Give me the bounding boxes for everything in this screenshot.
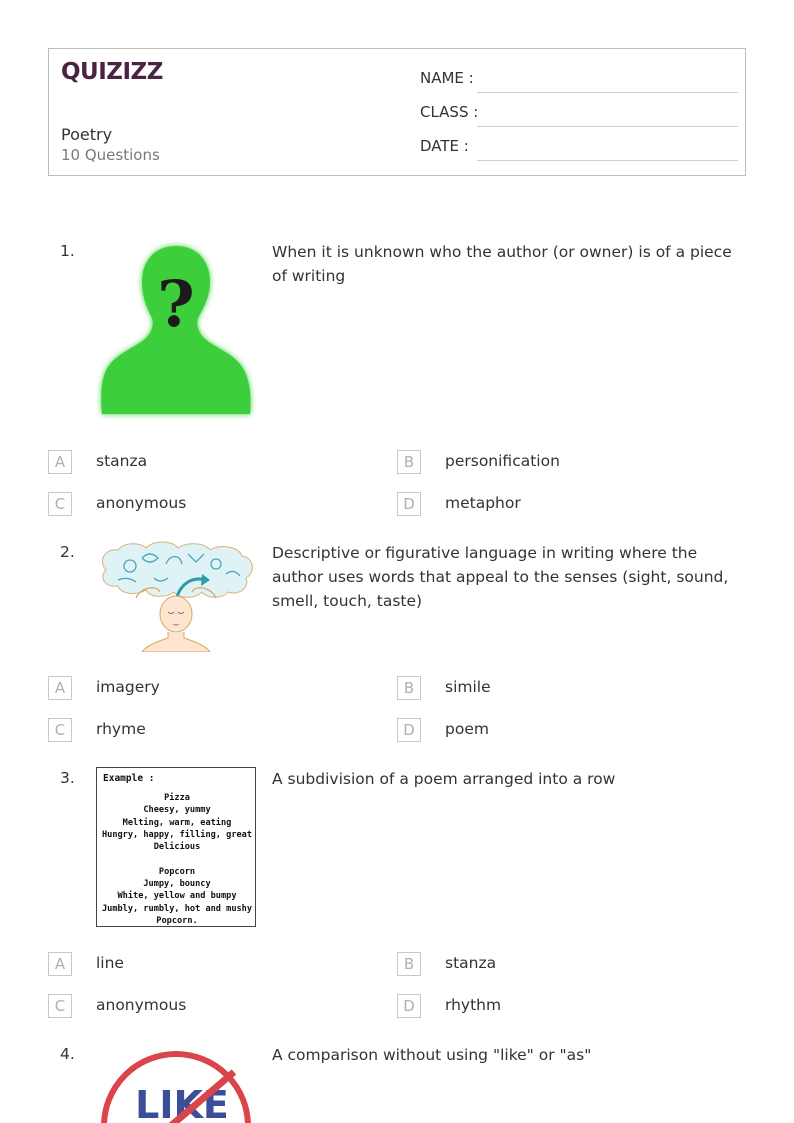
option-d-box[interactable]: D — [397, 492, 421, 516]
question-count: 10 Questions — [61, 146, 160, 164]
question-number: 3. — [60, 769, 75, 787]
class-label: CLASS : — [420, 103, 479, 121]
option-b-text[interactable]: stanza — [445, 954, 497, 972]
poem-line: Jumpy, bouncy — [143, 879, 211, 890]
option-d-box[interactable]: D — [397, 994, 421, 1018]
option-a-text[interactable]: stanza — [96, 452, 148, 470]
option-a-box[interactable]: A — [48, 952, 72, 976]
dreaming-head-icon — [96, 540, 256, 652]
option-d-text[interactable]: metaphor — [445, 494, 521, 512]
example-title: Example : — [103, 773, 155, 784]
option-b-box[interactable]: B — [397, 952, 421, 976]
option-d-text[interactable]: rhythm — [445, 996, 502, 1014]
date-field[interactable] — [420, 137, 736, 157]
poem-line: Pizza — [164, 793, 190, 803]
no-like-sign-icon — [96, 1046, 256, 1123]
page-title: Poetry — [61, 125, 113, 144]
option-c-box[interactable]: C — [48, 718, 72, 742]
question-text: Descriptive or figurative language in writing where the author uses words that appeal to the senses (sight, sound, smell, touch, taste) — [272, 544, 729, 610]
option-a-box[interactable]: A — [48, 450, 72, 474]
name-label: NAME : — [420, 69, 474, 87]
option-c-box[interactable]: C — [48, 492, 72, 516]
poem-line: Popcorn. — [156, 915, 198, 926]
question-text: When it is unknown who the author (or owner) is of a piece of writing — [272, 243, 732, 285]
question-image — [96, 1046, 256, 1123]
poem-line: Jumbly, rumbly, hot and mushy — [101, 903, 253, 914]
example-poem-card — [96, 767, 256, 927]
date-line[interactable] — [477, 160, 738, 161]
svg-text:?: ? — [157, 267, 195, 342]
poem-line: Cheesy, yummy — [143, 805, 211, 816]
option-c-text[interactable]: anonymous — [96, 494, 187, 512]
date-label: DATE : — [420, 137, 469, 155]
name-line[interactable] — [477, 92, 738, 93]
poem-line — [97, 853, 257, 865]
question-number: 2. — [60, 543, 75, 561]
question-image — [96, 540, 256, 652]
class-field[interactable] — [420, 103, 736, 123]
option-c-box[interactable]: C — [48, 994, 72, 1018]
question-number: 1. — [60, 242, 75, 260]
like-sign-text: LIKE — [135, 1083, 229, 1123]
class-line[interactable] — [477, 126, 738, 127]
poem-line: Popcorn — [158, 866, 196, 877]
poem-line: White, yellow and bumpy — [117, 891, 237, 902]
name-field[interactable] — [420, 69, 736, 89]
poem-line: Delicious — [153, 842, 201, 853]
question-image — [96, 240, 256, 422]
green-silhouette-icon — [96, 240, 256, 422]
worksheet-header — [48, 48, 746, 176]
option-a-text[interactable]: imagery — [96, 678, 160, 696]
option-a-box[interactable]: A — [48, 676, 72, 700]
question-number: 4. — [60, 1045, 75, 1063]
option-b-text[interactable]: simile — [445, 678, 491, 696]
option-c-text[interactable]: anonymous — [96, 996, 187, 1014]
option-b-box[interactable]: B — [397, 676, 421, 700]
poem-line: Melting, warm, eating — [122, 817, 232, 828]
option-d-box[interactable]: D — [397, 718, 421, 742]
example-poem-lines — [97, 792, 257, 927]
quizizz-logo: QUIZIZZ — [61, 59, 163, 85]
option-b-text[interactable]: personification — [445, 452, 560, 470]
poem-line: Hungry, happy, filling, great — [101, 829, 253, 840]
option-b-box[interactable]: B — [397, 450, 421, 474]
option-a-text[interactable]: line — [96, 954, 124, 972]
question-text: A subdivision of a poem arranged into a row — [272, 770, 616, 788]
option-d-text[interactable]: poem — [445, 720, 489, 738]
question-text: A comparison without using "like" or "as" — [272, 1046, 592, 1064]
option-c-text[interactable]: rhyme — [96, 720, 146, 738]
